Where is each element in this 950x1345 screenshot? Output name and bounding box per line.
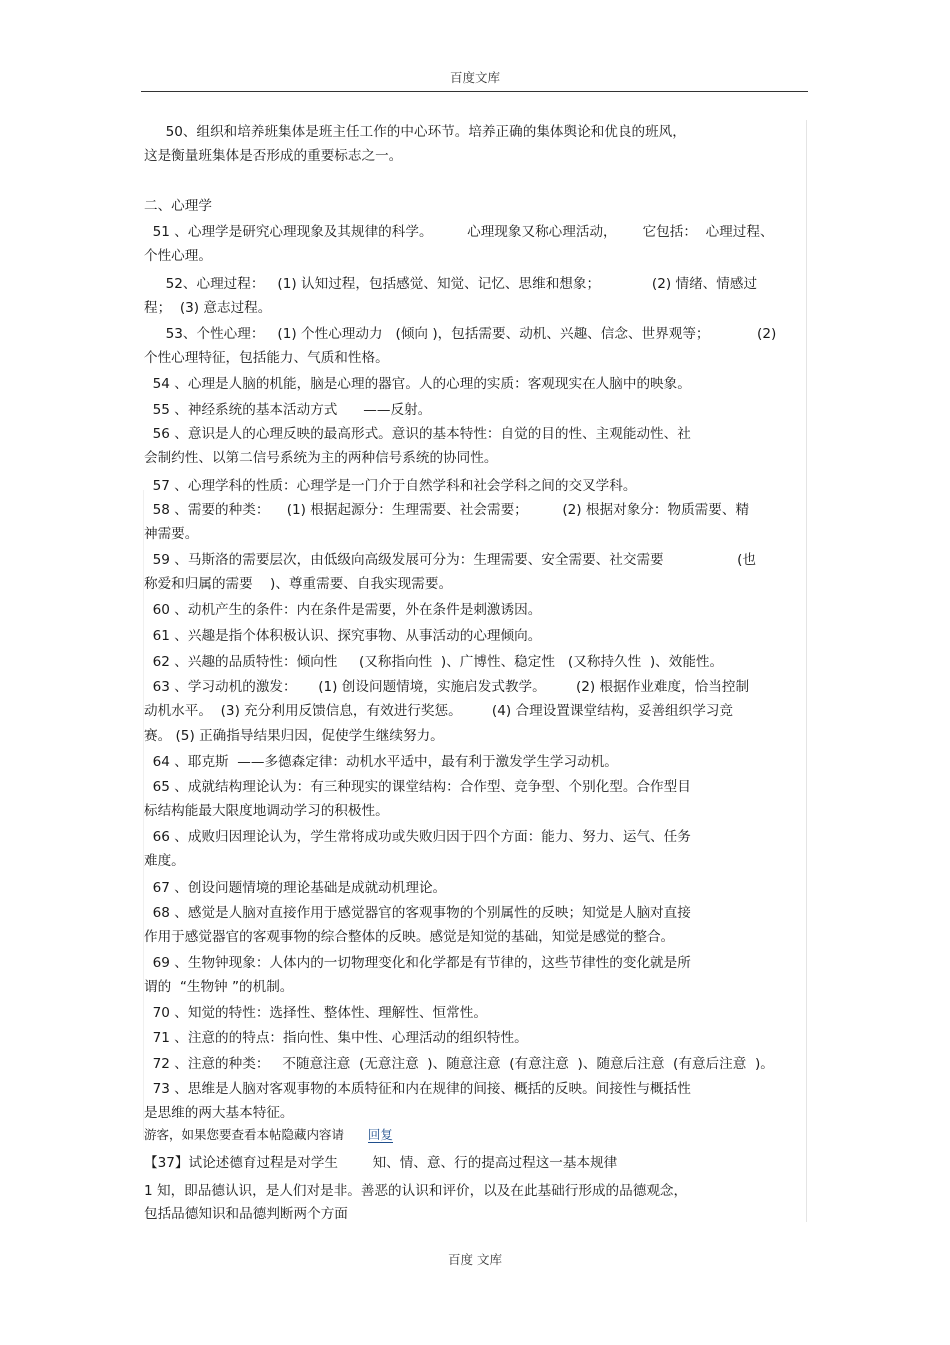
text-line: 动机水平。 (3) 充分利用反馈信息，有效进行奖惩。 (4) 合理设置课堂结构，妥善组织学习竞 bbox=[144, 703, 734, 719]
text-line: 55 、神经系统的基本活动方式 ——反射。 bbox=[144, 402, 432, 418]
header-divider bbox=[141, 91, 808, 92]
text-line: 赛。 (5) 正确指导结果归因，促使学生继续努力。 bbox=[144, 728, 444, 744]
text-line: 个性心理。 bbox=[144, 248, 212, 264]
text-line: 51 、心理学是研究心理现象及其规律的科学。 心理现象又称心理活动， 它包括： 心理过程、 bbox=[144, 224, 774, 240]
text-line: 53、个性心理： (1) 个性心理动力 (倾向 )，包括需要、动机、兴趣、信念、世界观等； (2) bbox=[144, 326, 777, 342]
text-line: 包括品德知识和品德判断两个方面 bbox=[144, 1206, 348, 1222]
text-line: 59 、马斯洛的需要层次，由低级向高级发展可分为：生理需要、安全需要、社交需要 (也 bbox=[144, 552, 756, 568]
question-37-title: 【37】试论述德育过程是对学生 知、情、意、行的提高过程这一基本规律 bbox=[144, 1155, 618, 1171]
text-line: 标结构能最大限度地调动学习的积极性。 bbox=[144, 803, 389, 819]
section-heading: 二、心理学 bbox=[144, 198, 212, 214]
text-line: 作用于感觉器官的客观事物的综合整体的反映。感觉是知觉的基础，知觉是感觉的整合。 bbox=[144, 929, 675, 945]
guest-notice-text: 游客，如果您要查看本帖隐藏内容请 bbox=[144, 1127, 345, 1142]
text-line: 58 、需要的种类： (1) 根据起源分：生理需要、社会需要； (2) 根据对象分：物质需要、精 bbox=[144, 502, 750, 518]
text-line: 称爱和归属的需要 )、尊重需要、自我实现需要。 bbox=[144, 576, 453, 592]
text-line: 57 、心理学科的性质：心理学是一门介于自然学科和社会学科之间的交叉学科。 bbox=[144, 478, 637, 494]
text-line: 1 知，即品德认识，是人们对是非。善恶的认识和评价，以及在此基础行形成的品德观念， bbox=[144, 1183, 688, 1199]
text-line: 65 、成就结构理论认为：有三种现实的课堂结构：合作型、竞争型、个别化型。合作型目 bbox=[144, 779, 691, 795]
text-line: 程； (3) 意志过程。 bbox=[144, 300, 272, 316]
page-footer: 百度 文库 bbox=[448, 1252, 502, 1267]
text-line: 67 、创设问题情境的理论基础是成就动机理论。 bbox=[144, 880, 447, 896]
text-line: 会制约性、以第二信号系统为主的两种信号系统的协同性。 bbox=[144, 450, 498, 466]
text-line: 神需要。 bbox=[144, 526, 199, 542]
text-line: 70 、知觉的特性：选择性、整体性、理解性、恒常性。 bbox=[144, 1005, 487, 1021]
page-header: 百度文库 bbox=[449, 70, 500, 85]
text-line: 63 、学习动机的激发： (1) 创设问题情境，实施启发式教学。 (2) 根据作业难度，恰当控制 bbox=[144, 679, 750, 695]
text-line: 个性心理特征，包括能力、气质和性格。 bbox=[144, 350, 389, 366]
text-line: 66 、成败归因理论认为，学生常将成功或失败归因于四个方面：能力、努力、运气、任务 bbox=[144, 829, 691, 845]
text-line: 难度。 bbox=[144, 853, 185, 869]
text-line: 61 、兴趣是指个体积极认识、探究事物、从事活动的心理倾向。 bbox=[144, 628, 542, 644]
text-line: 52、心理过程： (1) 认知过程，包括感觉、知觉、记忆、思维和想象； (2) 情绪、情感过 bbox=[144, 276, 758, 292]
text-line: 这是衡量班集体是否形成的重要标志之一。 bbox=[144, 148, 403, 164]
text-line: 71 、注意的的特点：指向性、集中性、心理活动的组织特性。 bbox=[144, 1030, 528, 1046]
text-line: 60 、动机产生的条件：内在条件是需要，外在条件是刺激诱因。 bbox=[144, 602, 542, 618]
content-border-right bbox=[806, 120, 807, 1222]
text-line: 谓的 “生物钟 ”的机制。 bbox=[144, 979, 294, 995]
text-line: 69 、生物钟现象：人体内的一切物理变化和化学都是有节律的，这些节律性的变化就是所 bbox=[144, 955, 691, 971]
text-line: 64 、耶克斯 ——多德森定律：动机水平适中，最有利于激发学生学习动机。 bbox=[144, 754, 618, 770]
text-line: 73 、思维是人脑对客观事物的本质特征和内在规律的间接、概括的反映。间接性与概括性 bbox=[144, 1081, 691, 1097]
text-line: 56 、意识是人的心理反映的最高形式。意识的基本特性：自觉的目的性、主观能动性、社 bbox=[144, 426, 691, 442]
text-line: 是思维的两大基本特征。 bbox=[144, 1105, 294, 1121]
text-line: 54 、心理是人脑的机能，脑是心理的器官。人的心理的实质：客观现实在人脑中的映象。 bbox=[144, 376, 691, 392]
text-line: 72 、注意的种类： 不随意注意 (无意注意 )、随意注意 (有意注意 )、随意后注意 (有意后注意 )。 bbox=[144, 1056, 774, 1072]
reply-link[interactable]: 回复 bbox=[367, 1127, 393, 1142]
text-line: 62 、兴趣的品质特性：倾向性 (又称指向性 )、广博性、稳定性 (又称持久性 )、效能性。 bbox=[144, 654, 724, 670]
guest-notice bbox=[144, 1127, 393, 1143]
text-line: 50、组织和培养班集体是班主任工作的中心环节。培养正确的集体舆论和优良的班风， bbox=[144, 124, 686, 140]
text-line: 68 、感觉是人脑对直接作用于感觉器官的客观事物的个别属性的反映；知觉是人脑对直接 bbox=[144, 905, 691, 921]
